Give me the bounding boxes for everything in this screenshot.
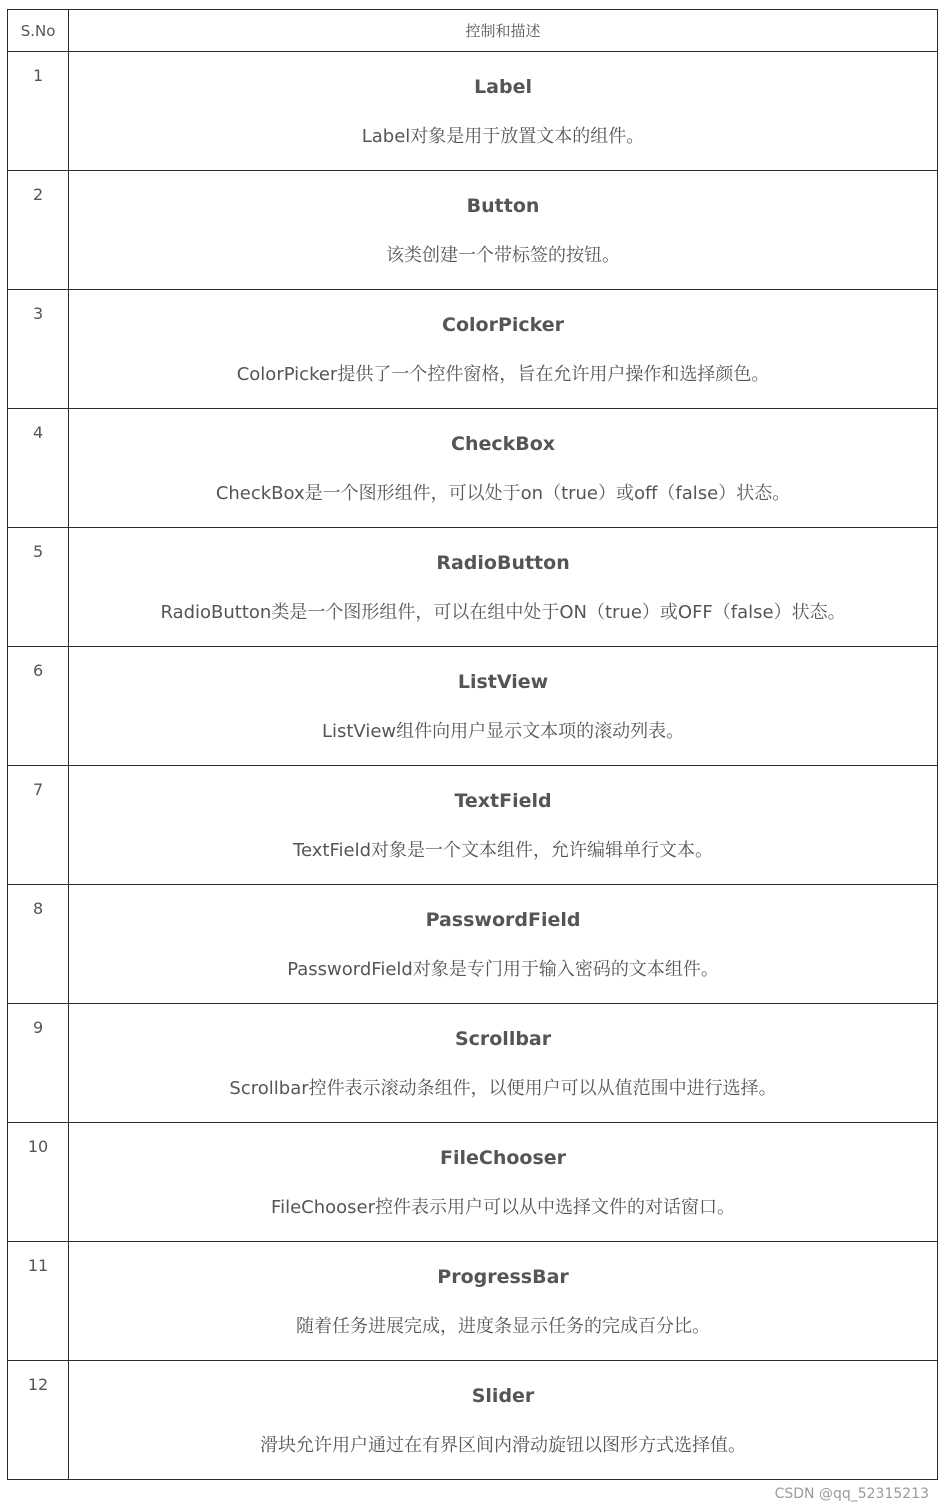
- control-description: TextField对象是一个文本组件，允许编辑单行文本。: [293, 840, 713, 861]
- control-description: 该类创建一个带标签的按钮。: [386, 245, 621, 266]
- row-number: 7: [8, 766, 69, 885]
- control-name: RadioButton: [436, 552, 570, 574]
- control-name: PasswordField: [425, 909, 581, 931]
- csdn-watermark: CSDN @qq_52315213: [774, 1486, 929, 1502]
- table-header-row: [8, 10, 938, 52]
- control-name: Button: [466, 195, 540, 217]
- row-number: 1: [8, 52, 69, 171]
- control-name: TextField: [454, 790, 552, 812]
- control-name: Scrollbar: [454, 1028, 552, 1050]
- row-number: 6: [8, 647, 69, 766]
- row-content: [69, 885, 938, 1004]
- row-content: [69, 52, 938, 171]
- control-name: CheckBox: [451, 433, 556, 455]
- row-number: 8: [8, 885, 69, 1004]
- control-description: ListView组件向用户显示文本项的滚动列表。: [321, 721, 685, 742]
- control-description: PasswordField对象是专门用于输入密码的文本组件。: [287, 959, 719, 980]
- header-sno: S.No: [8, 10, 69, 52]
- row-content: [69, 1361, 938, 1480]
- row-content: [69, 290, 938, 409]
- control-name: ListView: [457, 671, 549, 693]
- row-number: 3: [8, 290, 69, 409]
- table-row: [8, 1004, 938, 1123]
- controls-table: [7, 9, 938, 1480]
- control-description: 滑块允许用户通过在有界区间内滑动旋钮以图形方式选择值。: [260, 1435, 747, 1456]
- table-row: [8, 1242, 938, 1361]
- row-content: [69, 647, 938, 766]
- control-description: FileChooser控件表示用户可以从中选择文件的对话窗口。: [271, 1197, 736, 1218]
- row-number: 12: [8, 1361, 69, 1480]
- control-description: Scrollbar控件表示滚动条组件，以便用户可以从值范围中进行选择。: [229, 1078, 777, 1099]
- table-row: [8, 1123, 938, 1242]
- row-content: [69, 766, 938, 885]
- row-content: [69, 528, 938, 647]
- table-row: [8, 409, 938, 528]
- control-description: Label对象是用于放置文本的组件。: [361, 126, 645, 147]
- table-row: [8, 171, 938, 290]
- row-number: 10: [8, 1123, 69, 1242]
- row-number: 9: [8, 1004, 69, 1123]
- control-name: ProgressBar: [437, 1266, 569, 1288]
- table-row: [8, 1361, 938, 1480]
- table-row: [8, 885, 938, 1004]
- control-name: Slider: [471, 1385, 535, 1407]
- row-content: [69, 1004, 938, 1123]
- row-number: 11: [8, 1242, 69, 1361]
- row-number: 4: [8, 409, 69, 528]
- row-content: [69, 1242, 938, 1361]
- table-row: [8, 647, 938, 766]
- row-number: 5: [8, 528, 69, 647]
- control-description: ColorPicker提供了一个控件窗格，旨在允许用户操作和选择颜色。: [236, 364, 770, 385]
- row-content: [69, 409, 938, 528]
- header-description: 控制和描述: [69, 10, 938, 52]
- control-name: Label: [474, 76, 532, 98]
- control-name: ColorPicker: [442, 314, 565, 336]
- row-number: 2: [8, 171, 69, 290]
- control-name: FileChooser: [440, 1147, 567, 1169]
- table-row: [8, 528, 938, 647]
- row-content: [69, 1123, 938, 1242]
- table-row: [8, 52, 938, 171]
- table-row: [8, 290, 938, 409]
- control-description: CheckBox是一个图形组件，可以处于on（true）或off（false）状态。: [215, 483, 791, 504]
- control-description: RadioButton类是一个图形组件，可以在组中处于ON（true）或OFF（false）状态。: [160, 602, 846, 623]
- table-row: [8, 766, 938, 885]
- row-content: [69, 171, 938, 290]
- control-description: 随着任务进展完成，进度条显示任务的完成百分比。: [296, 1316, 711, 1337]
